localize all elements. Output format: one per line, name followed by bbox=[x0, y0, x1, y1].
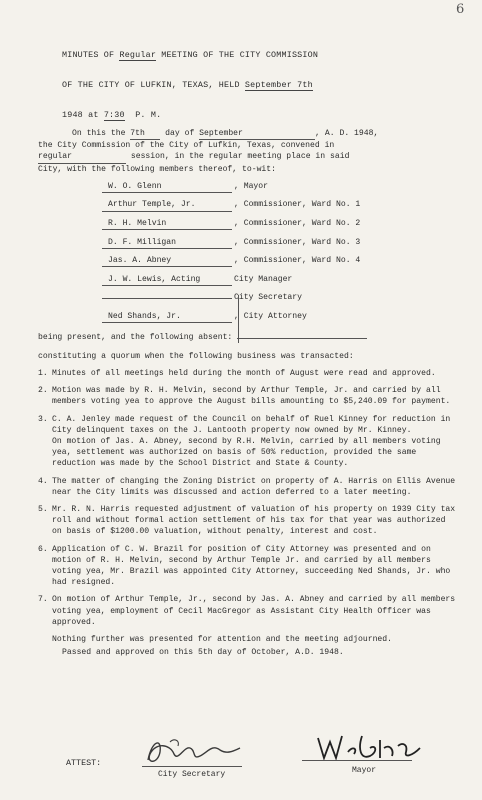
intro-line2: the City Commission of the City of Lufkin, Texas, convened in bbox=[38, 141, 335, 151]
header-line1-post: MEETING OF THE CITY COMMISSION bbox=[156, 50, 319, 60]
header-year: 1948 at bbox=[62, 110, 99, 120]
member-title: , Mayor bbox=[234, 181, 268, 191]
member-title: , Commissioner, Ward No. 3 bbox=[234, 237, 361, 247]
intro-line3: regular session, in the regular meeting place in said bbox=[38, 151, 458, 163]
item-text: C. A. Jenley made request of the Council on behalf of Ruel Kinney for reduction in City delinquent taxes on the J. Lantooth property now owned by Mr. Kinney. bbox=[52, 414, 451, 435]
member-title: , Commissioner, Ward No. 1 bbox=[234, 200, 361, 210]
meeting-time-field: 7:30 bbox=[103, 110, 125, 120]
present-absent-line: being present, and the following absent: bbox=[38, 332, 458, 343]
member-title: , Commissioner, Ward No. 2 bbox=[234, 219, 361, 228]
closing-adjourned: Nothing further was presented for attention and the meeting adjourned. bbox=[52, 635, 392, 645]
mayor-signature-text: W.O.Glenn bbox=[316, 760, 327, 763]
item-number: 3. bbox=[38, 414, 48, 424]
business-item bbox=[38, 594, 458, 628]
meeting-date-field: September 7th bbox=[244, 80, 313, 90]
business-item bbox=[38, 385, 458, 407]
member-title: City Manager bbox=[234, 274, 293, 284]
secretary-signature-line bbox=[142, 766, 242, 767]
member-row bbox=[102, 274, 458, 293]
member-name: Arthur Temple, Jr. bbox=[102, 199, 232, 211]
business-item bbox=[38, 414, 458, 436]
minutes-header bbox=[62, 30, 318, 140]
business-item bbox=[38, 368, 458, 379]
member-title: , Commissioner, Ward No. 4 bbox=[234, 256, 361, 266]
member-name: J. W. Lewis, Acting bbox=[102, 274, 232, 286]
page-number: 6 bbox=[456, 2, 465, 17]
member-name: R. H. Melvin bbox=[102, 218, 232, 230]
business-item bbox=[38, 544, 458, 589]
member-name: D. F. Milligan bbox=[102, 237, 232, 249]
member-row bbox=[102, 199, 458, 218]
quorum-line: constituting a quorum when the following business was transacted: bbox=[38, 351, 354, 361]
session-type-field: regular bbox=[38, 151, 126, 163]
meeting-type-field: Regular bbox=[119, 50, 157, 60]
header-pm: P. M. bbox=[135, 110, 162, 120]
business-item bbox=[38, 476, 458, 498]
minutes-body bbox=[38, 128, 458, 658]
member-row bbox=[102, 181, 458, 200]
item-number: 6. bbox=[38, 544, 48, 554]
mayor-signature bbox=[312, 730, 432, 764]
secretary-signature bbox=[140, 734, 250, 768]
item-text: The matter of changing the Zoning District on property of A. Harris on Ellis Avenue near the City limits was discussed and action deferred to a later meeting. bbox=[52, 476, 456, 497]
member-name: Jas. A. Abney bbox=[102, 255, 232, 267]
member-name: W. O. Glenn bbox=[102, 181, 232, 193]
item-number: 2. bbox=[38, 386, 48, 396]
item-text: Application of C. W. Brazil for position of City Attorney was presented and on motion of R. H. Melvin, second by Arthur Temple Jr. and carried by all members voting yea, Mr. Brazil was appointed City Attorney, succeeding Ned Shands, Jr. who had resigned. bbox=[52, 544, 451, 588]
member-row bbox=[102, 292, 458, 311]
item-text: Motion was made by R. H. Melvin, second by Arthur Temple, Jr. and carried by all members voting yea to approve the August bills amounting to $5,240.09 for payment. bbox=[52, 386, 451, 407]
member-name: Ned Shands, Jr. bbox=[102, 311, 232, 323]
member-list bbox=[102, 181, 458, 330]
member-row bbox=[102, 255, 458, 274]
acting-bracket bbox=[234, 295, 239, 343]
business-item bbox=[38, 436, 458, 470]
business-item bbox=[38, 504, 458, 538]
item-text: On motion of Arthur Temple, Jr., second by Jas. A. Abney and carried by all members voting yea, employment of Cecil MacGregor as Assistant City Health Officer was approved. bbox=[52, 595, 456, 627]
item-number: 4. bbox=[38, 476, 48, 486]
mayor-label: Mayor bbox=[352, 766, 377, 775]
month-field: September bbox=[199, 128, 315, 140]
item-number: 7. bbox=[38, 595, 48, 605]
member-row bbox=[102, 218, 458, 237]
city-secretary-label: City Secretary bbox=[158, 770, 226, 779]
item-text: Minutes of all meetings held during the month of August were read and approved. bbox=[52, 368, 436, 378]
business-items bbox=[38, 368, 458, 628]
intro-line4: City, with the following members thereof, to-wit: bbox=[38, 164, 276, 174]
item-number: 1. bbox=[38, 368, 48, 378]
attest-label: ATTEST: bbox=[66, 758, 102, 768]
closing-approved: Passed and approved on this 5th day of October, A.D. 1948. bbox=[62, 648, 344, 658]
absent-field bbox=[237, 338, 367, 339]
item-number: 5. bbox=[38, 505, 48, 514]
member-title: City Secretary bbox=[234, 293, 302, 303]
secretary-signature-text: J.G.Ryals bbox=[144, 764, 155, 767]
intro-line1: On this the 7th day of September , A. D. 1948, bbox=[38, 128, 458, 140]
header-line2-pre: OF THE CITY OF LUFKIN, TEXAS, HELD bbox=[62, 80, 245, 90]
day-field: 7th bbox=[130, 128, 160, 140]
item-text: On motion of Jas. A. Abney, second by R.H. Melvin, carried by all members voting yea, settlement was authorized on basis of 50% reduction, provided the same reduction was made by the School District and State & County. bbox=[52, 436, 441, 469]
header-line1-pre: MINUTES OF bbox=[62, 50, 120, 60]
mayor-signature-line bbox=[302, 760, 412, 761]
member-name bbox=[102, 298, 232, 299]
member-row bbox=[102, 311, 458, 330]
member-title: , City Attorney bbox=[234, 311, 307, 321]
item-text: Mr. R. N. Harris requested adjustment of valuation of his property on 1939 City tax roll and without formal action settlement of his tax for that year was authorized on basis of $1200.00 valuation, without penalty, interest and cost. bbox=[52, 505, 456, 537]
member-row bbox=[102, 237, 458, 256]
